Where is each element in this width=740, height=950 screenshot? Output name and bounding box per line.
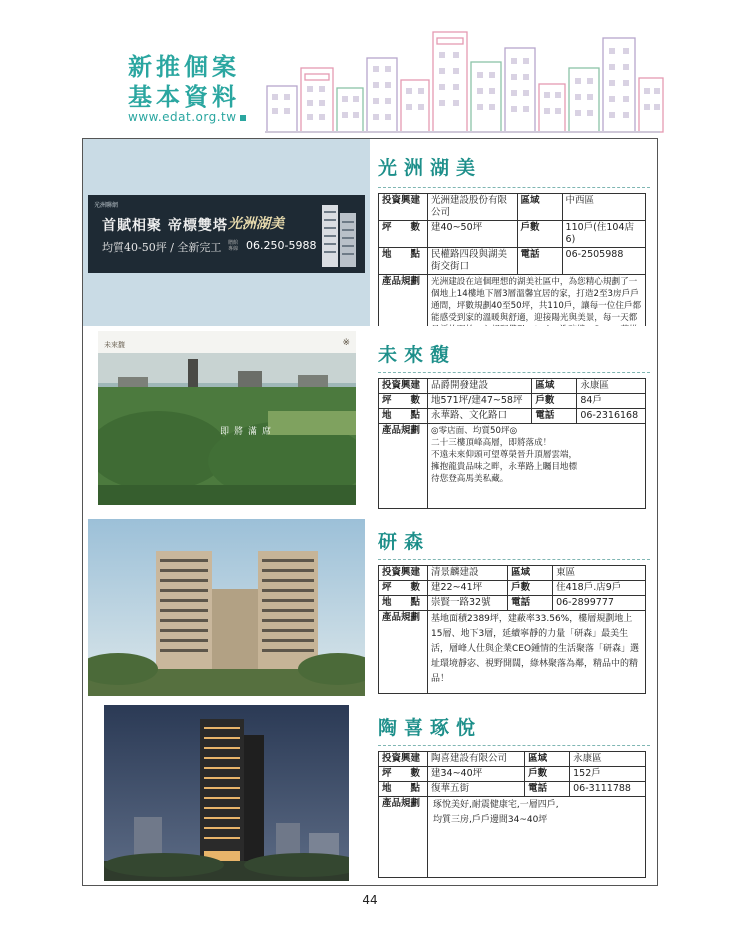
label-units: 戶數 <box>525 767 570 782</box>
label-plan: 產品規劃 <box>379 424 428 509</box>
ad-phone-label: 贈館專線 <box>228 240 239 252</box>
value-address: 崇賢一路32號 <box>428 596 508 611</box>
value-area: 東區 <box>553 566 646 581</box>
value-phone: 06-3111788 <box>570 782 646 797</box>
ad-brand: 光洲聯網 <box>94 202 119 209</box>
project-name: 未來馥 <box>378 344 457 366</box>
listing-info-cell <box>370 699 657 885</box>
label-area: 區域 <box>517 194 562 221</box>
label-plan: 產品規劃 <box>379 797 428 878</box>
plan-line: 二十三樓頂峰高層，即將落成！ <box>431 438 552 448</box>
label-plan: 產品規劃 <box>379 275 428 374</box>
header-title <box>128 52 258 112</box>
label-phone: 電話 <box>508 596 553 611</box>
listing-image-cell <box>83 699 370 885</box>
ad-phone: 06.250-5988 <box>246 239 317 252</box>
tower-rendering-illustration <box>316 201 362 269</box>
listing-row <box>83 513 657 700</box>
label-address: 地 點 <box>379 248 428 275</box>
label-area: 區域 <box>525 752 570 767</box>
ad-ribbon: 即將滿席 <box>220 427 277 437</box>
ad-tagline: 光洲湖美 <box>228 216 284 232</box>
ad-subline: 均質40-50坪 / 全新完工 <box>102 241 222 254</box>
listing-row <box>83 139 657 327</box>
label-address: 地 點 <box>379 596 428 611</box>
value-plan <box>428 797 646 878</box>
dashed-divider <box>378 745 650 746</box>
listing-ad-banner <box>88 195 365 273</box>
square-bullet-icon <box>240 115 246 121</box>
city-skyline-illustration <box>265 28 665 133</box>
project-name: 陶喜琢悅 <box>378 717 483 739</box>
value-area: 永康區 <box>577 379 646 394</box>
ad-brand: 未來馥 <box>104 341 125 349</box>
listing-info-table <box>378 565 646 694</box>
label-units: 戶數 <box>508 581 553 596</box>
listing-row <box>83 326 657 514</box>
label-size: 坪 數 <box>379 767 428 782</box>
listing-row <box>83 699 657 885</box>
listing-image-cell <box>83 326 370 513</box>
value-size: 地571坪/建47~58坪 <box>428 394 532 409</box>
label-size: 坪 數 <box>379 394 428 409</box>
plan-line: 待您登高馬美私藏。 <box>431 474 509 484</box>
listing-info-cell <box>370 139 657 326</box>
building-rendering-photo <box>88 519 365 696</box>
label-size: 坪 數 <box>379 581 428 596</box>
value-phone: 06-2316168 <box>577 409 646 424</box>
value-developer: 品爵開發建設 <box>428 379 532 394</box>
value-size: 建34~40坪 <box>428 767 525 782</box>
label-developer: 投資興建 <box>379 379 428 394</box>
label-phone: 電話 <box>532 409 577 424</box>
value-plan: 光洲建設在這個理想的湖美社區中，為您精心規劃了一個地上14樓地下層3層溫馨宜居的家，打造2至3房戶戶通間，坪數規劃40至50坪，共110戶，讓每一位住戶都能感受到家的溫暖與舒適，迎接陽光與美景，每一天都 <box>428 275 646 374</box>
project-name: 光洲湖美 <box>378 157 483 179</box>
value-phone: 06-2899777 <box>553 596 646 611</box>
label-developer: 投資興建 <box>379 566 428 581</box>
aerial-park-photo <box>98 331 356 505</box>
label-area: 區域 <box>508 566 553 581</box>
value-address: 復華五街 <box>428 782 525 797</box>
value-phone: 06-2505988 <box>562 248 645 275</box>
listing-image-cell <box>83 513 370 699</box>
listings-frame <box>82 138 658 886</box>
header-title-line2: 基本資料 <box>128 83 240 111</box>
header-url[interactable] <box>128 110 246 124</box>
header-url-text[interactable]: www.edat.org.tw <box>128 110 237 124</box>
value-developer: 光洲建設股份有限公司 <box>428 194 518 221</box>
ad-logo: ※ <box>342 338 350 348</box>
label-units: 戶數 <box>532 394 577 409</box>
value-address: 民權路四段與湖美街交街口 <box>428 248 518 275</box>
dashed-divider <box>378 559 650 560</box>
value-size: 建40~50坪 <box>428 221 518 248</box>
label-phone: 電話 <box>517 248 562 275</box>
value-plan <box>428 424 646 509</box>
value-developer: 陶喜建設有限公司 <box>428 752 525 767</box>
value-developer: 清景麟建設 <box>428 566 508 581</box>
listing-image-cell <box>83 139 370 326</box>
plan-line: 均質三房,戶戶邊間34~40坪 <box>433 815 548 825</box>
value-units: 110戶(住104店6) <box>562 221 645 248</box>
listing-info-table <box>378 378 646 509</box>
value-units: 152戶 <box>570 767 646 782</box>
header-title-line1: 新推個案 <box>128 53 240 81</box>
project-name: 研森 <box>378 531 431 553</box>
page-number: 44 <box>362 893 378 907</box>
plan-line: 琢悅美好,耐震健康宅,一層四戶, <box>433 800 559 810</box>
dashed-divider <box>378 187 650 188</box>
label-plan: 產品規劃 <box>379 611 428 694</box>
header-divider <box>265 131 660 133</box>
value-area: 中西區 <box>562 194 645 221</box>
listing-info-table <box>378 751 646 878</box>
plan-line: 擁抱龍貴品味之畔，永華路上矚目地標 <box>431 462 578 472</box>
listing-info-cell <box>370 513 657 699</box>
listing-ad-photo <box>98 331 356 505</box>
label-address: 地 點 <box>379 409 428 424</box>
listing-info-cell <box>370 326 657 513</box>
ad-headline: 首賦相聚 帝標雙塔 <box>102 218 228 234</box>
night-building-photo <box>104 705 349 881</box>
value-units: 住418戶.店9戶 <box>553 581 646 596</box>
value-size: 建22~41坪 <box>428 581 508 596</box>
value-units: 84戶 <box>577 394 646 409</box>
value-address: 永華路、文化路口 <box>428 409 532 424</box>
dashed-divider <box>378 372 650 373</box>
label-units: 戶數 <box>517 221 562 248</box>
value-area: 永康區 <box>570 752 646 767</box>
label-developer: 投資興建 <box>379 194 428 221</box>
label-address: 地 點 <box>379 782 428 797</box>
value-plan: 基地面積2389坪，建蔽率33.56%，樓層規劃地上15層、地下3層，延續寧靜的力量「研森」最美生活，層峰人仕與企業CEO鍾情的生活聚落「研森」選址環境靜宓、視野開闊，綠林聚落為鄰，精品中的精品！ <box>428 611 646 694</box>
label-area: 區域 <box>532 379 577 394</box>
label-developer: 投資興建 <box>379 752 428 767</box>
plan-line: 不遠未來仰頭可望尊榮晉升頂層雲端， <box>431 450 578 460</box>
label-size: 坪 數 <box>379 221 428 248</box>
plan-line: ◎零店面、均質50坪◎ <box>431 426 518 436</box>
label-phone: 電話 <box>525 782 570 797</box>
